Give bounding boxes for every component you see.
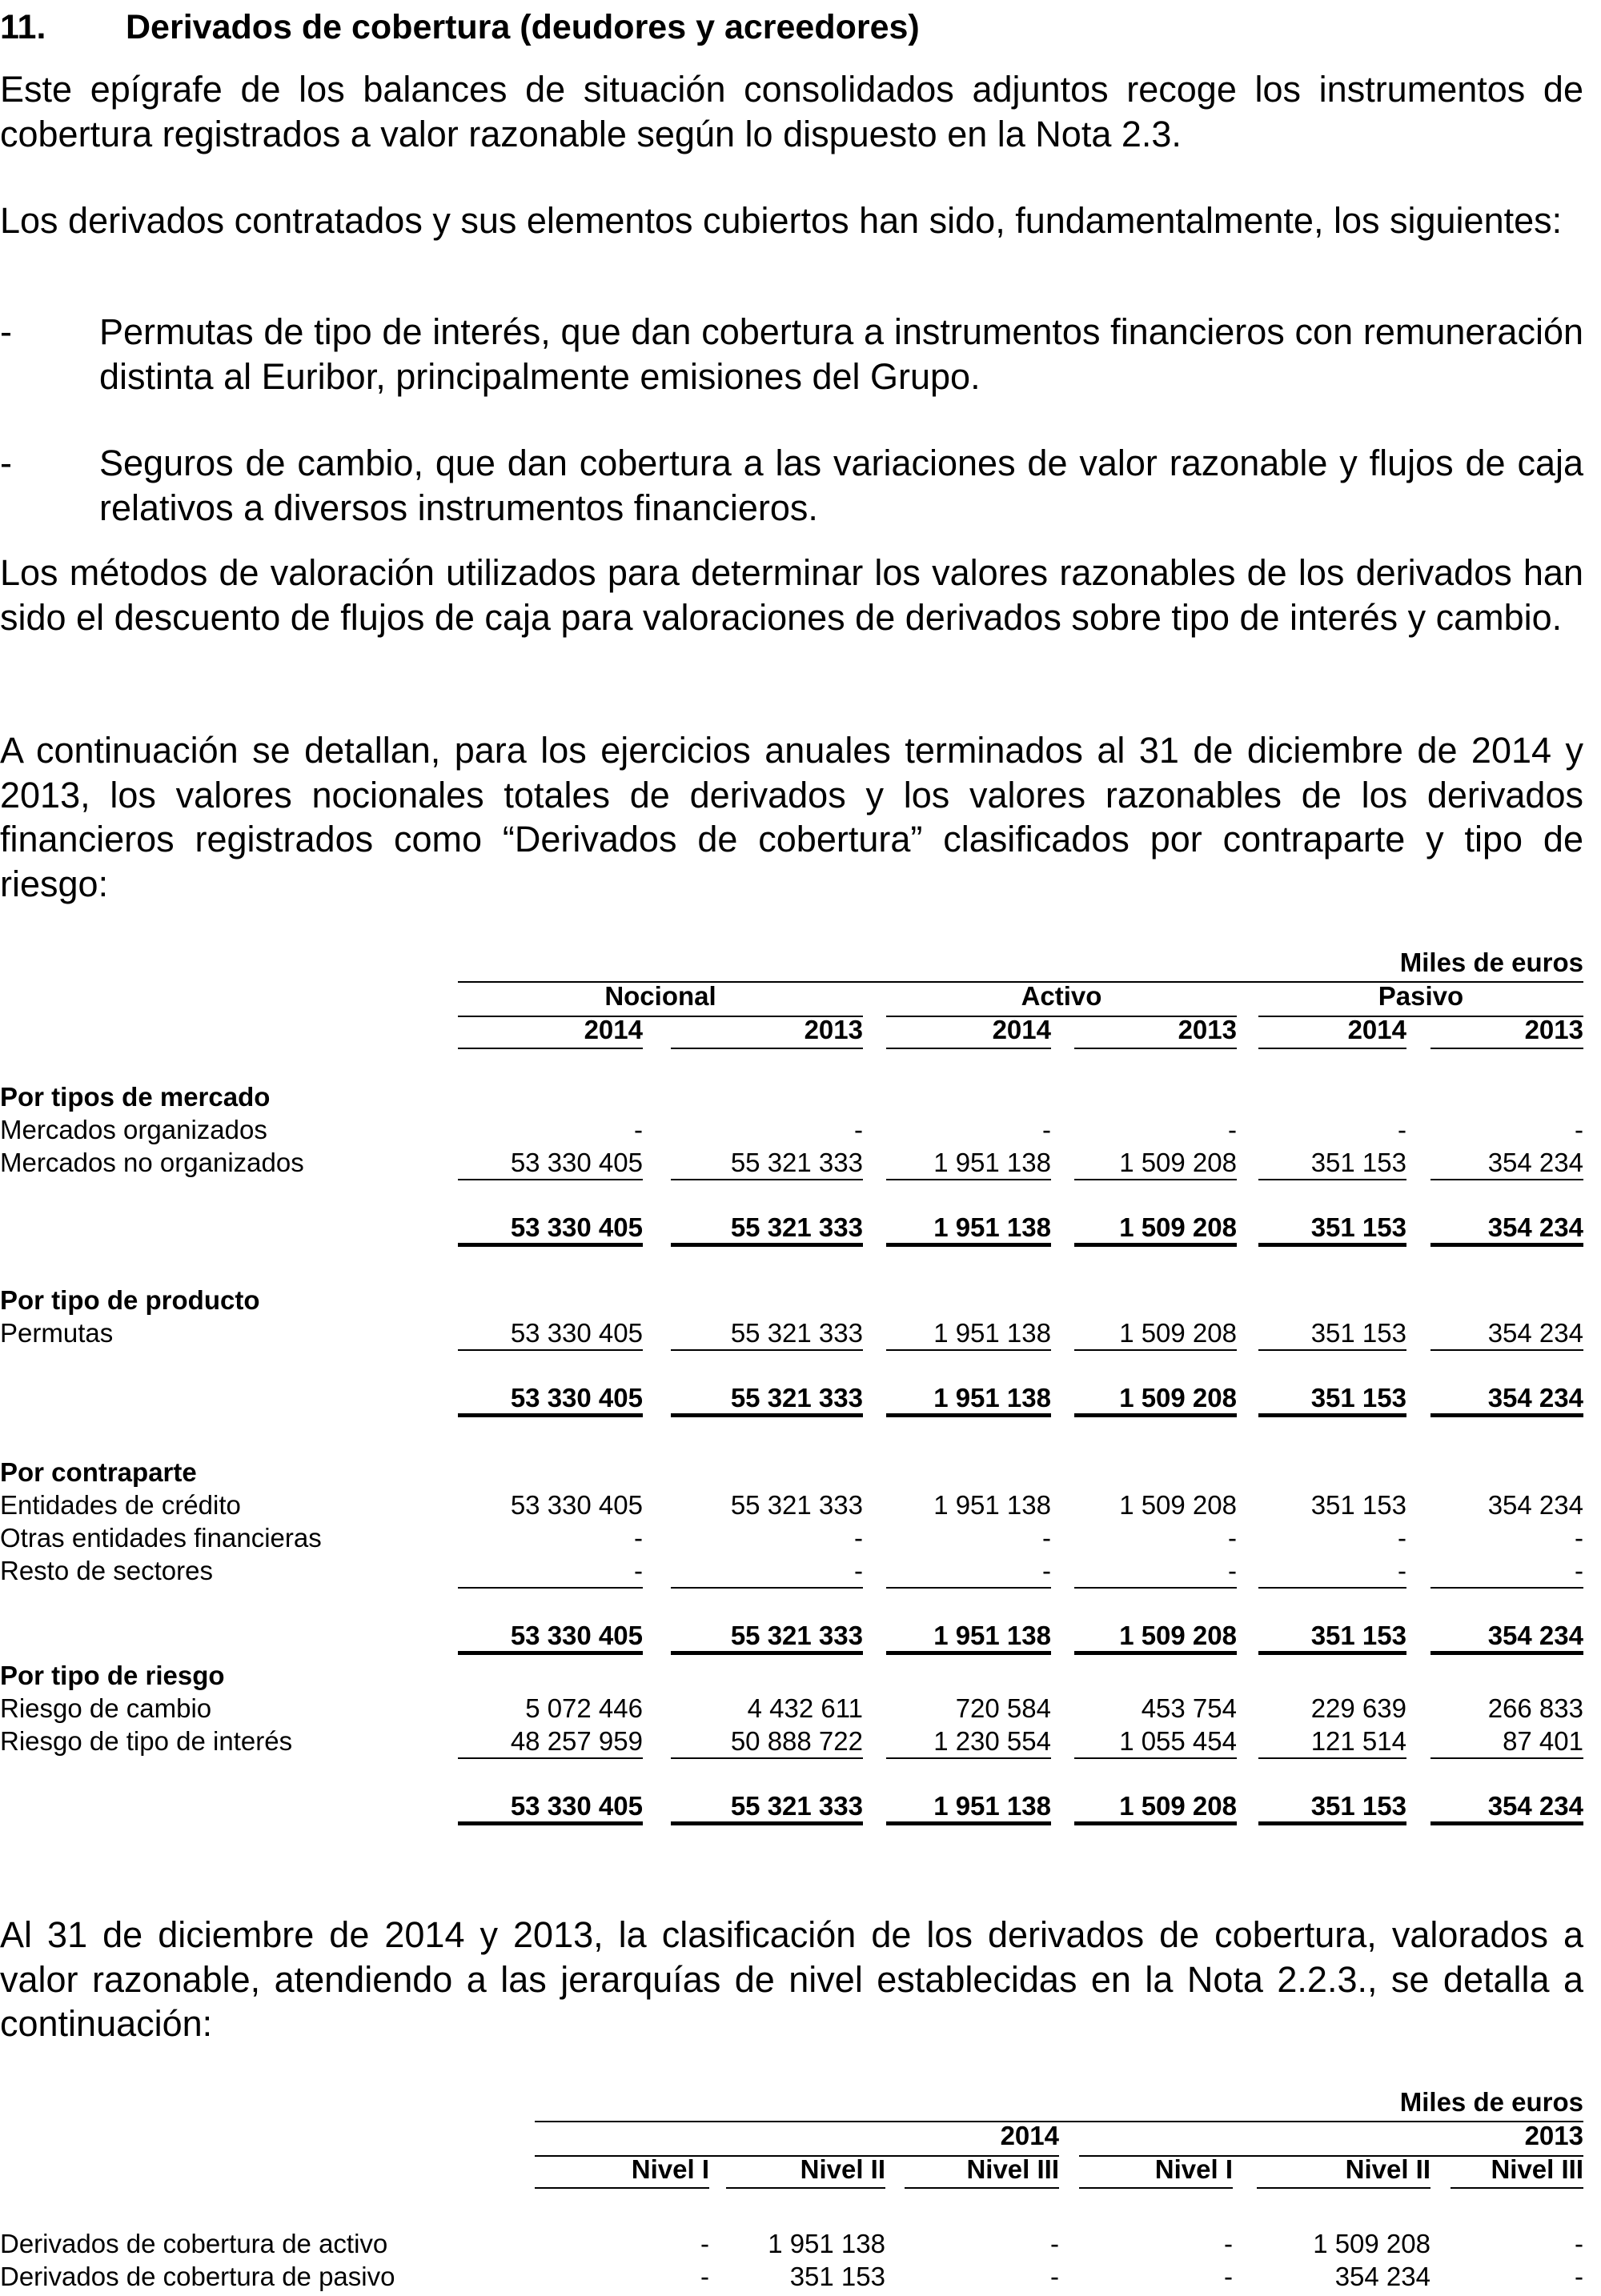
table-cell: -	[1050, 2229, 1059, 2258]
table-cell: 1 055 454	[1119, 1726, 1237, 1756]
table-cell: 1 509 208	[1119, 1318, 1237, 1348]
section-title: Por tipo de producto	[0, 1285, 260, 1315]
table-cell: -	[854, 1556, 863, 1585]
level-header: Nivel II	[800, 2154, 885, 2184]
table-cell: 121 514	[1310, 1726, 1406, 1756]
table-cell: 53 330 405	[510, 1148, 643, 1177]
table-cell: -	[1575, 1115, 1583, 1144]
level-header: Nivel III	[1491, 2154, 1583, 2184]
section-title: Derivados de cobertura (deudores y acreedores)	[126, 8, 920, 46]
total-cell: 55 321 333	[730, 1212, 863, 1242]
level-header: Nivel I	[631, 2154, 709, 2184]
total-cell: 1 509 208	[1119, 1791, 1237, 1821]
column-group-header: Pasivo	[1378, 981, 1464, 1011]
table-cell: 1 509 208	[1119, 1490, 1237, 1520]
table-cell: 266 833	[1487, 1693, 1583, 1723]
table-row-label: Riesgo de tipo de interés	[0, 1726, 293, 1756]
table-cell: -	[1575, 2229, 1583, 2258]
table-cell: 354 234	[1487, 1490, 1583, 1520]
unit-label: Miles de euros	[1399, 2087, 1583, 2117]
header-rule	[905, 2187, 1059, 2189]
table-cell: 55 321 333	[730, 1318, 863, 1348]
table-row-label: Mercados organizados	[0, 1115, 267, 1144]
table-cell: 53 330 405	[510, 1318, 643, 1348]
table-cell: 351 153	[1310, 1148, 1406, 1177]
table-cell: -	[1042, 1556, 1051, 1585]
level-header: Nivel III	[966, 2154, 1059, 2184]
total-cell: 354 234	[1487, 1212, 1583, 1242]
table-cell: -	[1398, 1523, 1406, 1553]
table-row-label: Otras entidades financieras	[0, 1523, 322, 1553]
total-cell: 351 153	[1310, 1621, 1406, 1650]
total-cell: 55 321 333	[730, 1621, 863, 1650]
table-cell: -	[1228, 1523, 1237, 1553]
table-cell: 351 153	[1310, 1490, 1406, 1520]
table-cell: 50 888 722	[730, 1726, 863, 1756]
header-rule	[726, 2187, 885, 2189]
paragraph-detail: A continuación se detallan, para los ejercicios anuales terminados al 31 de diciembre de 2014 y 2013, los valores nocionales totales de derivados y los valores razonables de los derivados financieros registrados como “Derivados de cobertura” clasificados por contraparte y tipo de riesgo:	[0, 730, 1583, 904]
table-cell: 1 230 554	[933, 1726, 1051, 1756]
section-title: Por contraparte	[0, 1457, 197, 1487]
total-cell: 1 951 138	[933, 1621, 1051, 1650]
total-cell: 351 153	[1310, 1383, 1406, 1412]
table-cell: -	[1224, 2229, 1233, 2258]
table-cell: 229 639	[1310, 1693, 1406, 1723]
column-group-header: Activo	[1021, 981, 1102, 1011]
table-row-label: Riesgo de cambio	[0, 1693, 212, 1723]
header-rule	[1451, 2187, 1583, 2189]
table-cell: 48 257 959	[510, 1726, 643, 1756]
bullet-dash: -	[0, 443, 12, 483]
bullet-text: Seguros de cambio, que dan cobertura a las variaciones de valor razonable y flujos de caja relativos a diversos instrumentos financieros.	[99, 443, 1583, 528]
table-cell: 720 584	[955, 1693, 1051, 1723]
table-cell: 5 072 446	[525, 1693, 643, 1723]
total-cell: 1 509 208	[1119, 1621, 1237, 1650]
total-cell: 53 330 405	[510, 1212, 643, 1242]
table-row-label: Derivados de cobertura de activo	[0, 2229, 388, 2258]
paragraph-methods: Los métodos de valoración utilizados para determinar los valores razonables de los derivados han sido el descuento de flujos de caja para valoraciones de derivados sobre tipo de interés y cambio.	[0, 552, 1583, 638]
year-header: 2014	[1000, 2121, 1059, 2150]
total-cell: 354 234	[1487, 1383, 1583, 1412]
table-cell: -	[854, 1523, 863, 1553]
table-cell: 1 951 138	[933, 1148, 1051, 1177]
paragraph-derivatives: Los derivados contratados y sus elementos cubiertos han sido, fundamentalmente, los siguientes:	[0, 200, 1563, 241]
header-rule	[535, 2187, 709, 2189]
table-row-label: Resto de sectores	[0, 1556, 213, 1585]
year-header: 2014	[584, 1015, 643, 1044]
total-cell: 55 321 333	[730, 1791, 863, 1821]
paragraph-intro: Este epígrafe de los balances de situación consolidados adjuntos recoge los instrumentos de cobertura registrados a valor razonable según lo dispuesto en la Nota 2.3.	[0, 69, 1583, 154]
table-cell: 351 153	[1310, 1318, 1406, 1348]
unit-label: Miles de euros	[1399, 948, 1583, 977]
section-title: Por tipo de riesgo	[0, 1661, 225, 1690]
total-cell: 1 509 208	[1119, 1212, 1237, 1242]
total-cell: 1 509 208	[1119, 1383, 1237, 1412]
table-cell: -	[634, 1523, 643, 1553]
total-cell: 351 153	[1310, 1212, 1406, 1242]
table-cell: 1 951 138	[768, 2229, 885, 2258]
table-cell: 354 234	[1487, 1318, 1583, 1348]
table-cell: 354 234	[1487, 1148, 1583, 1177]
table-cell: 453 754	[1141, 1693, 1237, 1723]
total-cell: 53 330 405	[510, 1383, 643, 1412]
level-header: Nivel I	[1154, 2154, 1233, 2184]
year-header: 2013	[1524, 2121, 1583, 2150]
column-group-header: Nocional	[604, 981, 716, 1011]
table-row-label: Derivados de cobertura de pasivo	[0, 2262, 395, 2291]
level-header: Nivel II	[1345, 2154, 1430, 2184]
total-cell: 55 321 333	[730, 1383, 863, 1412]
total-cell: 53 330 405	[510, 1621, 643, 1650]
total-cell: 1 951 138	[933, 1791, 1051, 1821]
section-number: 11.	[0, 8, 46, 46]
table-row-label: Entidades de crédito	[0, 1490, 241, 1520]
table-cell: 354 234	[1334, 2262, 1430, 2291]
year-header: 2013	[804, 1015, 863, 1044]
table-cell: -	[854, 1115, 863, 1144]
table-cell: -	[700, 2262, 709, 2291]
table-cell: 1 951 138	[933, 1490, 1051, 1520]
table-row-label: Permutas	[0, 1318, 114, 1348]
table-cell: -	[1575, 1556, 1583, 1585]
table-cell: 1 509 208	[1119, 1148, 1237, 1177]
table-cell: 55 321 333	[730, 1148, 863, 1177]
table-cell: -	[1228, 1556, 1237, 1585]
year-header: 2013	[1524, 1015, 1583, 1044]
table-cell: -	[1042, 1523, 1051, 1553]
table-cell: 87 401	[1503, 1726, 1583, 1756]
table-cell: 351 153	[789, 2262, 885, 2291]
table-cell: -	[1228, 1115, 1237, 1144]
section-title: Por tipos de mercado	[0, 1082, 271, 1112]
bullet-text: Permutas de tipo de interés, que dan cobertura a instrumentos financieros con remuneración distinta al Euribor, principalmente emisiones del Grupo.	[99, 311, 1583, 397]
total-cell: 354 234	[1487, 1791, 1583, 1821]
bullet-dash: -	[0, 311, 12, 352]
table-cell: -	[1398, 1115, 1406, 1144]
table-cell: -	[700, 2229, 709, 2258]
total-cell: 1 951 138	[933, 1383, 1051, 1412]
table-row-label: Mercados no organizados	[0, 1148, 304, 1177]
table-cell: 53 330 405	[510, 1490, 643, 1520]
table-cell: -	[1575, 1523, 1583, 1553]
table-cell: -	[1575, 2262, 1583, 2291]
total-cell: 351 153	[1310, 1791, 1406, 1821]
year-header: 2014	[1347, 1015, 1406, 1044]
table-cell: 1 509 208	[1313, 2229, 1430, 2258]
table-cell: -	[1224, 2262, 1233, 2291]
table-cell: 4 432 611	[747, 1693, 863, 1723]
header-rule	[1079, 2187, 1233, 2189]
total-cell: 354 234	[1487, 1621, 1583, 1650]
total-cell: 53 330 405	[510, 1791, 643, 1821]
table-cell: -	[1398, 1556, 1406, 1585]
table-cell: -	[1042, 1115, 1051, 1144]
table-cell: 55 321 333	[730, 1490, 863, 1520]
header-rule	[1257, 2187, 1430, 2189]
total-cell: 1 951 138	[933, 1212, 1051, 1242]
paragraph-levels: Al 31 de diciembre de 2014 y 2013, la clasificación de los derivados de cobertura, valorados a valor razonable, atendiendo a las jerarquías de nivel establecidas en la Nota 2.2.3., se detalla a continuación:	[0, 1914, 1583, 2044]
table-cell: 1 951 138	[933, 1318, 1051, 1348]
table-cell: -	[1050, 2262, 1059, 2291]
year-header: 2014	[992, 1015, 1051, 1044]
table-cell: -	[634, 1556, 643, 1585]
year-header: 2013	[1178, 1015, 1237, 1044]
table-cell: -	[634, 1115, 643, 1144]
